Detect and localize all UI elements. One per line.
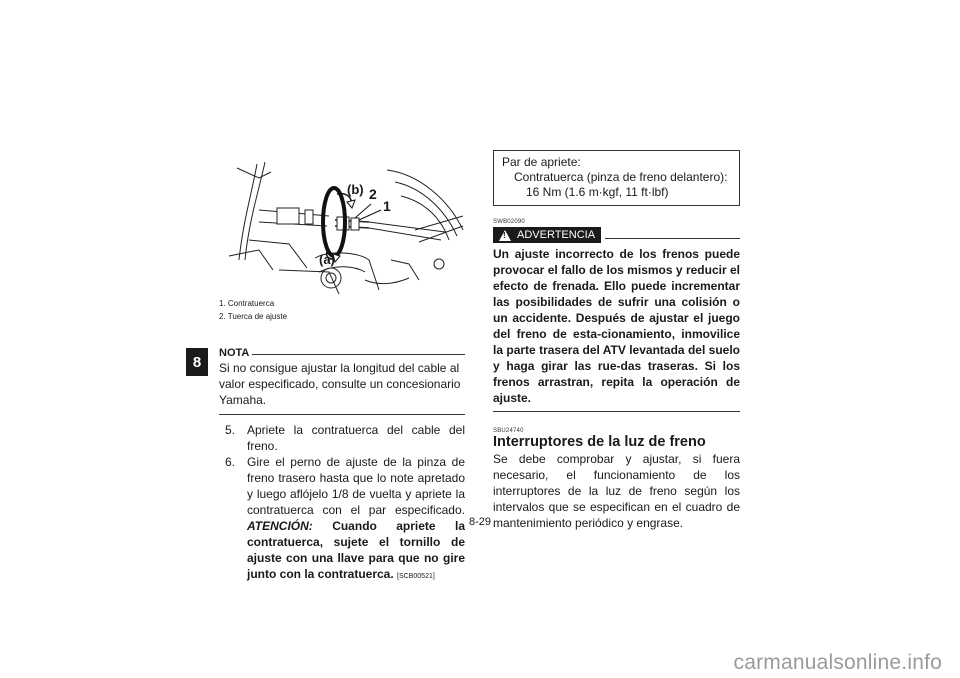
- nota-end-rule: [219, 414, 465, 415]
- callout-b: (b): [347, 182, 364, 197]
- nota-box: [219, 347, 465, 415]
- watermark: carmanualsonline.info: [733, 651, 942, 674]
- warning-badge: [493, 227, 601, 243]
- figure-captions: [219, 297, 465, 323]
- atencion-label: ATENCIÓN:: [247, 519, 313, 533]
- nota-heading: [219, 347, 465, 359]
- warning-code: SWB02090: [493, 219, 525, 225]
- step-text: Apriete la contratuerca del cable del freno.: [247, 423, 465, 453]
- reference-code: [SCB00521]: [397, 573, 435, 580]
- caption-2: 2. Tuerca de ajuste: [219, 312, 288, 321]
- atencion-text: Cuando apriete la contratuerca, sujete el tornillo de ajuste con una llave para que no gire junto con la contratuerca.: [247, 519, 465, 581]
- brake-cable-drawing: [219, 160, 465, 294]
- warning-rule: [605, 238, 740, 239]
- procedure-steps: [219, 422, 465, 585]
- callout-a: (a): [319, 252, 335, 267]
- nota-text: Si no consigue ajustar la longitud del cable al valor especificado, consulte un concesionario Yamaha.: [219, 361, 461, 407]
- torque-spec-box: [493, 150, 740, 206]
- step-text: [247, 454, 465, 585]
- spec-label: Par de apriete:: [502, 155, 581, 169]
- page-number: 8-29: [469, 516, 492, 528]
- nota-label: NOTA: [219, 347, 250, 359]
- callout-2: 2: [369, 186, 377, 202]
- step-6: [219, 454, 465, 585]
- left-column: [219, 160, 465, 585]
- callout-1: 1: [383, 198, 391, 214]
- chapter-tab: 8: [186, 348, 208, 376]
- section-text: Se debe comprobar y ajustar, si fuera necesario, el funcionamiento de los interruptores de la luz de freno según los intervalos que se especifican en el cuadro de mantenimiento periódico y engrase.: [493, 452, 740, 530]
- right-column: [493, 150, 740, 531]
- spec-value: 16 Nm (1.6 m·kgf, 11 ft·lbf): [526, 185, 669, 199]
- step-5: [219, 422, 465, 454]
- warning-triangle-icon: !: [499, 230, 511, 241]
- step-number: 6.: [225, 455, 236, 469]
- step-6-body: Gire el perno de ajuste de la pinza de freno trasero hasta que lo note apretado y luego aflójelo 1/8 de vuelta y apriete la contratuerca con el par especificado.: [247, 455, 465, 517]
- section-code: SBU24740: [493, 428, 524, 434]
- caption-1: 1. Contratuerca: [219, 299, 275, 308]
- warning-label: ADVERTENCIA: [517, 229, 596, 241]
- step-number: 5.: [225, 423, 236, 437]
- warning-end-rule: [493, 411, 740, 412]
- warning-text: Un ajuste incorrecto de los frenos puede provocar el fallo de los mismos y reducir el efecto de frenada. Ello puede incrementar las posibilidades de sufrir una colisión o un accidente. Después de ajustar el juego del freno de esta-cionamiento, inmovilice la parte trasera del ATV levantada del suelo y haga girar las rue-das traseras. Si los frenos arrastran, repita la operación de ajuste.: [493, 247, 740, 405]
- nota-rule: [252, 354, 465, 355]
- section-title: Interruptores de la luz de freno: [493, 434, 706, 450]
- warning-heading: [493, 227, 740, 243]
- spec-item: Contratuerca (pinza de freno delantero):: [514, 170, 728, 184]
- brake-cable-illustration: [219, 160, 465, 294]
